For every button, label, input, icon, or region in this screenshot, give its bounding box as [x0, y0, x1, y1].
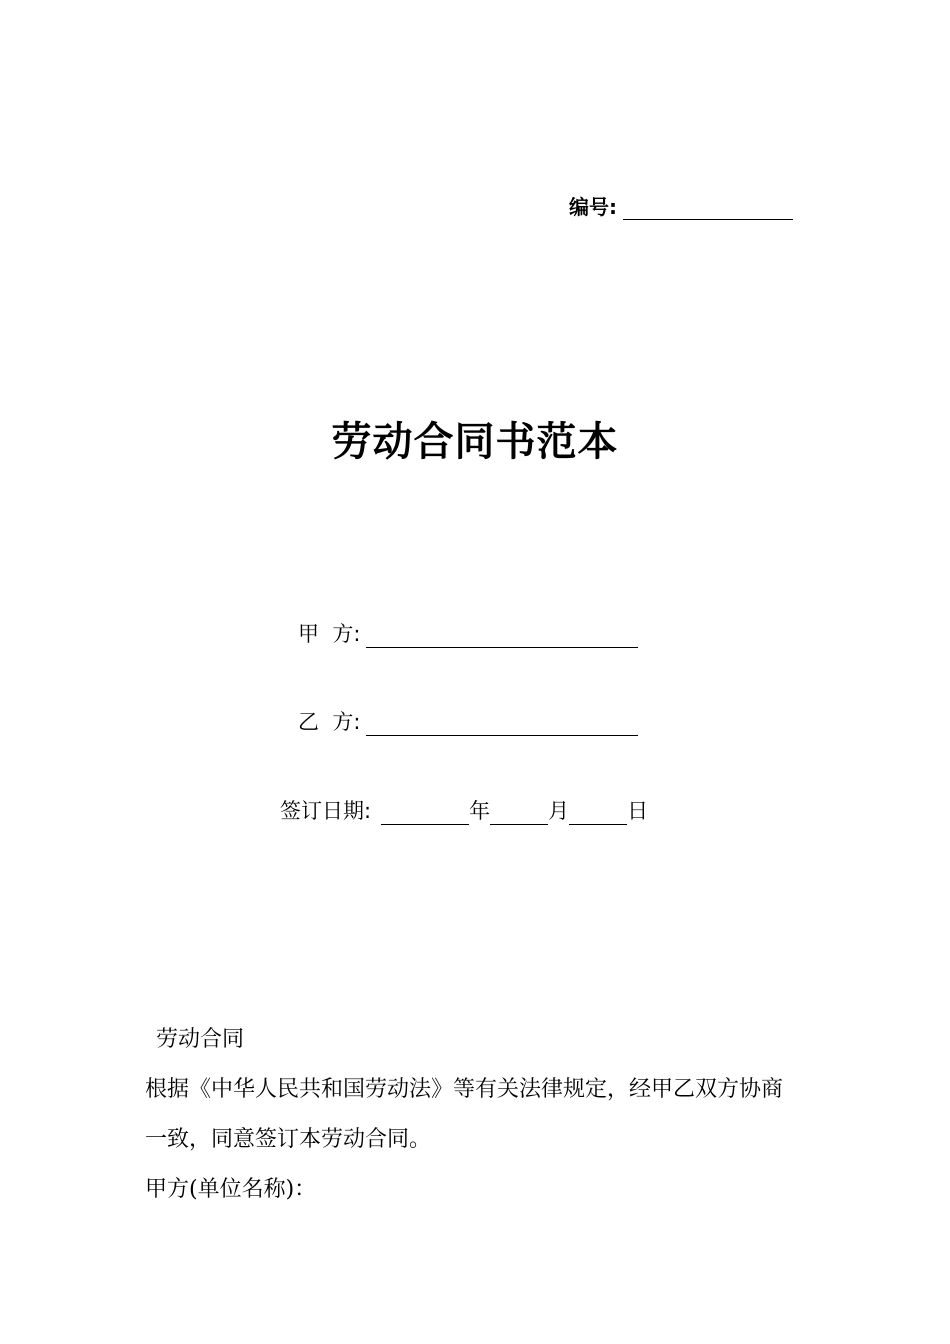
party-a-label: 甲 方:: [298, 622, 361, 646]
body-subheading: 劳动合同: [156, 1027, 245, 1052]
month-blank: [490, 802, 548, 825]
contract-number-label: 编号:: [569, 195, 617, 219]
body-line-2: 一致，同意签订本劳动合同。: [145, 1127, 432, 1152]
day-blank: [569, 802, 627, 825]
year-blank: [381, 802, 469, 825]
body-line-1: 根据《中华人民共和国劳动法》等有关法律规定，经甲乙双方协商: [145, 1077, 784, 1102]
document-title: 劳动合同书范本: [331, 419, 619, 465]
party-b-blank: [366, 713, 638, 736]
contract-number-line: [569, 190, 793, 220]
body-line-3: 甲方(单位名称)：: [145, 1177, 317, 1202]
party-a-line: [298, 618, 638, 648]
signing-date-label: 签订日期:: [280, 799, 372, 823]
party-b-label: 乙 方:: [298, 710, 361, 734]
party-a-blank: [366, 625, 638, 648]
party-b-line: [298, 706, 638, 736]
year-label: 年: [469, 799, 491, 823]
month-label: 月: [548, 799, 570, 823]
day-label: 日: [627, 799, 649, 823]
contract-number-blank: [623, 197, 793, 220]
signing-date-line: [280, 795, 648, 825]
